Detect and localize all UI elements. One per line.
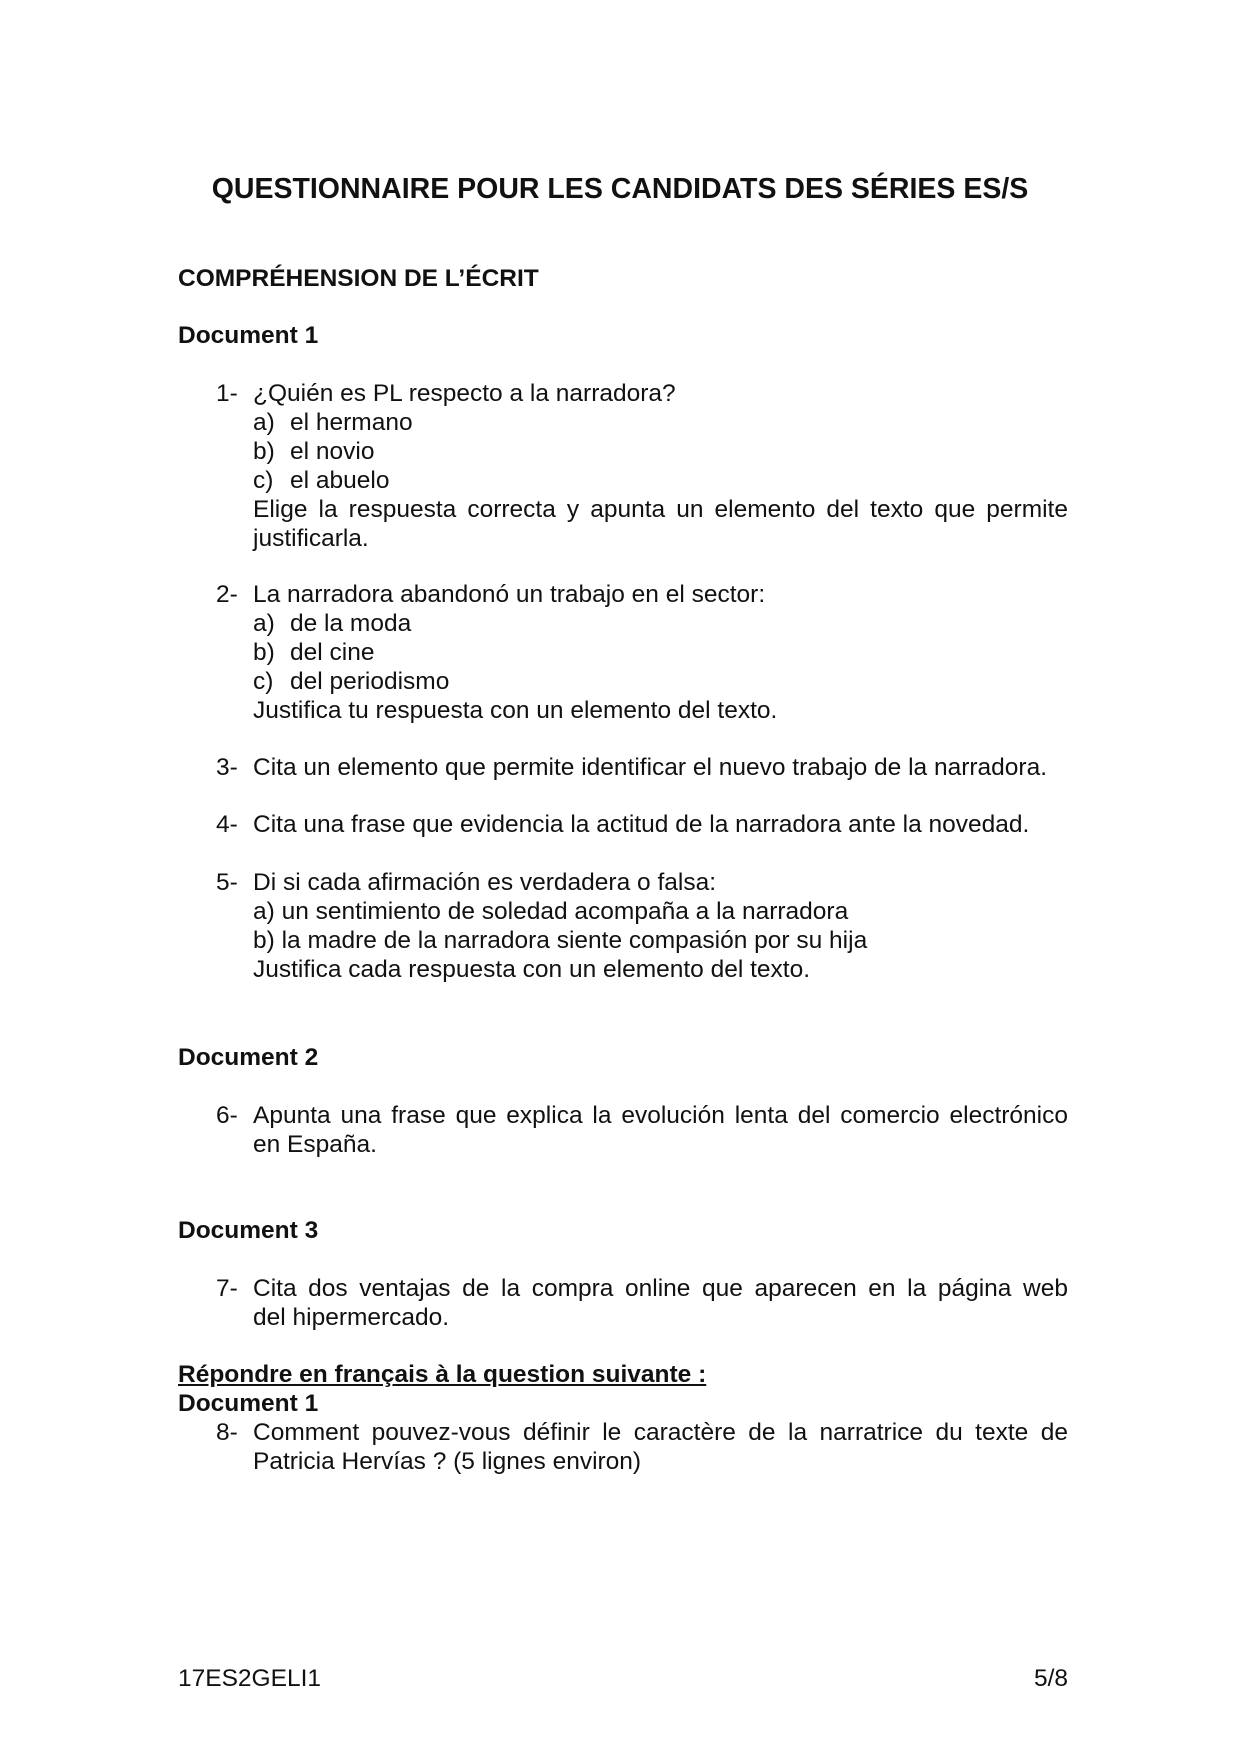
q1-option-c: el abuelo: [290, 467, 390, 494]
question-4-number: 4-: [216, 811, 238, 838]
question-8-line-2: Patricia Hervías ? (5 lignes environ): [253, 1448, 642, 1475]
question-1-text: ¿Quién es PL respecto a la narradora?: [253, 380, 676, 407]
page-title: QUESTIONNAIRE POUR LES CANDIDATS DES SÉRIES ES/S: [211, 173, 1029, 205]
q2-option-c: del periodismo: [290, 668, 450, 695]
document-2-heading: Document 2: [178, 1044, 319, 1071]
question-7-number: 7-: [216, 1275, 238, 1302]
question-3-number: 3-: [216, 754, 238, 781]
q5-statement-a: a) un sentimiento de soledad acompaña a la narradora: [253, 898, 849, 925]
french-document-heading: Document 1: [178, 1390, 319, 1417]
question-4-text: Cita una frase que evidencia la actitud de la narradora ante la novedad.: [253, 811, 1030, 838]
q2-option-c-label: c): [253, 668, 274, 695]
question-2-number: 2-: [216, 581, 238, 608]
q2-option-b: del cine: [290, 639, 375, 666]
q2-instruction: Justifica tu respuesta con un elemento del texto.: [253, 697, 778, 724]
q2-option-b-label: b): [253, 639, 275, 666]
section-heading: COMPRÉHENSION DE L’ÉCRIT: [178, 265, 539, 292]
document-3-heading: Document 3: [178, 1217, 319, 1244]
q1-option-a: el hermano: [290, 409, 413, 436]
q1-option-b-label: b): [253, 438, 275, 465]
question-6-line-2: en España.: [253, 1131, 377, 1158]
q2-option-a: de la moda: [290, 610, 412, 637]
question-7-line-2: del hipermercado.: [253, 1304, 450, 1331]
page-number: 5/8: [1033, 1665, 1068, 1692]
q1-option-b: el novio: [290, 438, 375, 465]
question-3-text: Cita un elemento que permite identificar el nuevo trabajo de la narradora.: [253, 754, 1048, 781]
q1-option-c-label: c): [253, 467, 274, 494]
q2-option-a-label: a): [253, 610, 275, 637]
footer-code: 17ES2GELI1: [178, 1665, 322, 1692]
q1-instruction-line-1: Elige la respuesta correcta y apunta un elemento del texto que permite: [253, 496, 1068, 523]
question-2-text: La narradora abandonó un trabajo en el sector:: [253, 581, 766, 608]
question-1-number: 1-: [216, 380, 238, 407]
question-6-number: 6-: [216, 1102, 238, 1129]
document-1-heading: Document 1: [178, 322, 319, 349]
q5-instruction: Justifica cada respuesta con un elemento del texto.: [253, 956, 811, 983]
french-instruction: Répondre en français à la question suivante :: [178, 1361, 707, 1388]
q5-statement-b: b) la madre de la narradora siente compasión por su hija: [253, 927, 868, 954]
question-8-number: 8-: [216, 1419, 238, 1446]
q1-instruction-line-2: justificarla.: [253, 525, 369, 552]
question-8-line-1: Comment pouvez-vous définir le caractère de la narratrice du texte de: [253, 1419, 1068, 1446]
question-5-number: 5-: [216, 869, 238, 896]
question-7-line-1: Cita dos ventajas de la compra online que aparecen en la página web: [253, 1275, 1068, 1302]
question-6-line-1: Apunta una frase que explica la evolución lenta del comercio electrónico: [253, 1102, 1068, 1129]
q1-option-a-label: a): [253, 409, 275, 436]
question-5-text: Di si cada afirmación es verdadera o falsa:: [253, 869, 716, 896]
